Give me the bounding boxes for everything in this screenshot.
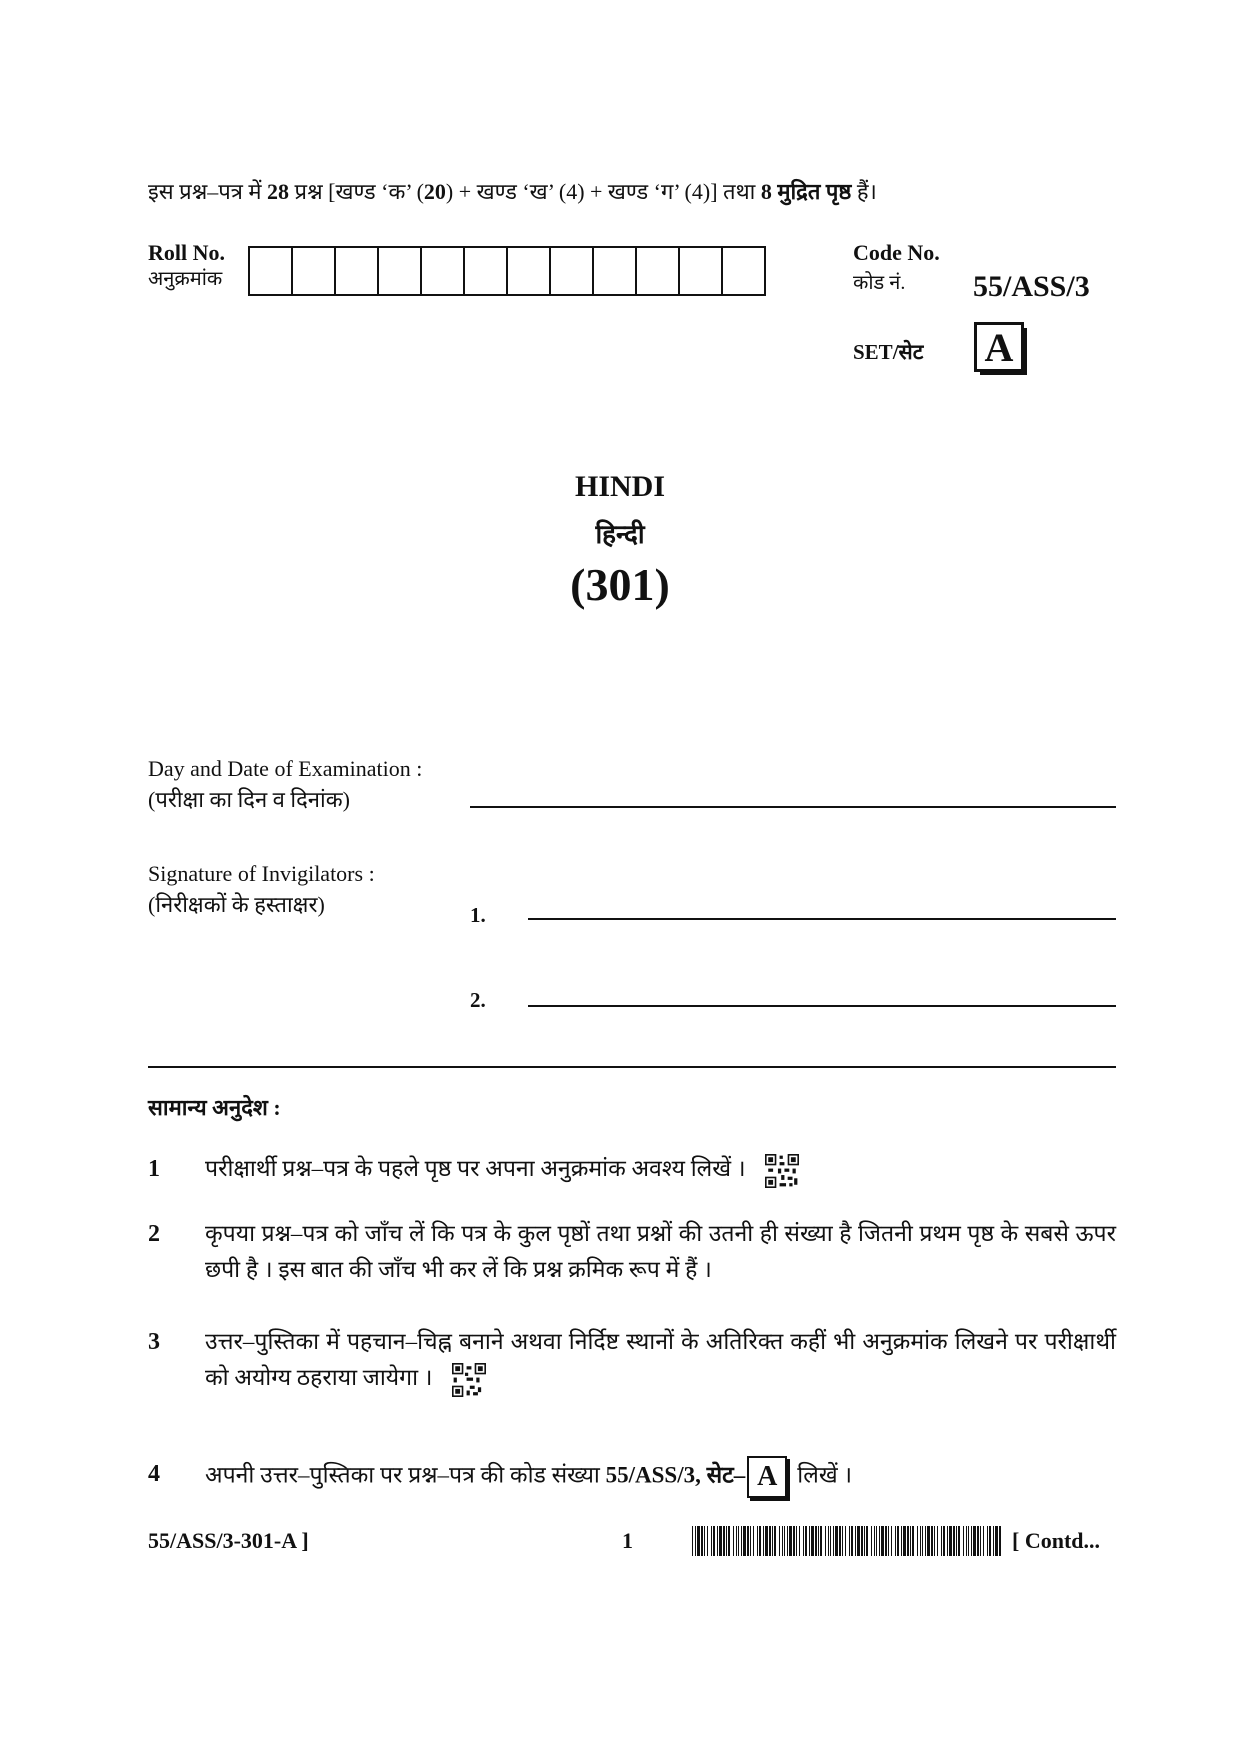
roll-digit-box[interactable] [422,248,465,294]
instruction-text-end: लिखें । [797,1462,853,1488]
exam-date-label [148,753,422,815]
roll-digit-box[interactable] [637,248,680,294]
roll-no-label [148,240,225,292]
invigilator-label [148,858,375,920]
instruction-number: 4 [148,1461,160,1487]
roll-no-label-hi: अनुक्रमांक [148,268,223,290]
roll-digit-box[interactable] [336,248,379,294]
invigilator-2-line[interactable] [528,1005,1116,1007]
code-no-label-hi: कोड नं. [853,272,906,294]
roll-no-boxes[interactable] [248,246,766,296]
instruction-text: उत्तर–पुस्तिका में पहचान–चिह्न बनाने अथवा निर्दिष्ट स्थानों के अतिरिक्त कहीं भी अनुक्रमांक लिखने पर परीक्षार्थी को अयोग्य ठहराया जायेगा । [205,1329,1116,1390]
exam-date-line[interactable] [470,806,1116,808]
inline-set-box: A [747,1456,787,1498]
roll-digit-box[interactable] [551,248,594,294]
roll-digit-box[interactable] [723,248,766,294]
footer-code: 55/ASS/3-301-A ] [148,1528,309,1553]
code-no-label [853,238,940,298]
qr-code-icon [452,1363,486,1397]
exam-date-label-hi: (परीक्षा का दिन व दिनांक) [148,787,350,812]
paper-summary: इस प्रश्न–पत्र में 28 प्रश्न [खण्ड ‘क’ (20) + खण्ड ‘ख’ (4) + खण्ड ‘ग’ (4)] तथा 8 मुद्रित पृष्ठ हैं। [148,179,877,204]
instructions-heading: सामान्य अनुदेश : [148,1095,281,1120]
invigilator-2-number: 2. [470,988,486,1012]
roll-digit-box[interactable] [680,248,723,294]
subject-title-en: HINDI [574,470,665,503]
exam-date-label-en: Day and Date of Examination : [148,756,423,781]
roll-digit-box[interactable] [508,248,551,294]
instruction-item [148,1216,1116,1292]
instruction-item [148,1151,1116,1191]
roll-no-label-en: Roll No. [148,240,225,265]
roll-digit-box[interactable] [293,248,336,294]
instruction-number: 1 [148,1156,160,1182]
qr-code-icon [765,1154,799,1188]
instruction-text: अपनी उत्तर–पुस्तिका पर प्रश्न–पत्र की कोड संख्या [205,1462,606,1488]
set-value-box: A [974,322,1024,372]
roll-digit-box[interactable] [594,248,637,294]
instruction-code: 55/ASS/3, सेट– [605,1462,746,1488]
invigilator-label-hi: (निरीक्षकों के हस्ताक्षर) [148,892,325,917]
invigilator-1-number: 1. [470,903,486,927]
set-label: SET/सेट [853,340,924,364]
barcode-icon [692,1526,1002,1556]
page-number: 1 [622,1528,633,1553]
invigilator-1-line[interactable] [528,918,1116,920]
contd-label: [ Contd... [1012,1528,1101,1553]
invigilator-label-en: Signature of Invigilators : [148,861,375,886]
subject-title-hi: हिन्दी [595,520,645,549]
instruction-number: 2 [148,1221,160,1247]
instruction-number: 3 [148,1329,160,1355]
instruction-text: कृपया प्रश्न–पत्र को जाँच लें कि पत्र के कुल पृष्ठों तथा प्रश्नों की उतनी ही संख्या है जितनी प्रथम पृष्ठ के सबसे ऊपर छपी है । इस बात की जाँच भी कर लें कि प्रश्न क्रमिक रूप में हैं । [205,1221,1116,1282]
instruction-item [148,1324,1116,1410]
instruction-item [148,1456,1116,1500]
section-divider [148,1066,1116,1068]
roll-digit-box[interactable] [250,248,293,294]
code-no-value: 55/ASS/3 [973,270,1090,303]
roll-digit-box[interactable] [465,248,508,294]
instruction-text: परीक्षार्थी प्रश्न–पत्र के पहले पृष्ठ पर अपना अनुक्रमांक अवश्य लिखें । [205,1156,746,1181]
code-no-label-en: Code No. [853,240,940,265]
subject-code: (301) [570,559,670,610]
roll-digit-box[interactable] [379,248,422,294]
